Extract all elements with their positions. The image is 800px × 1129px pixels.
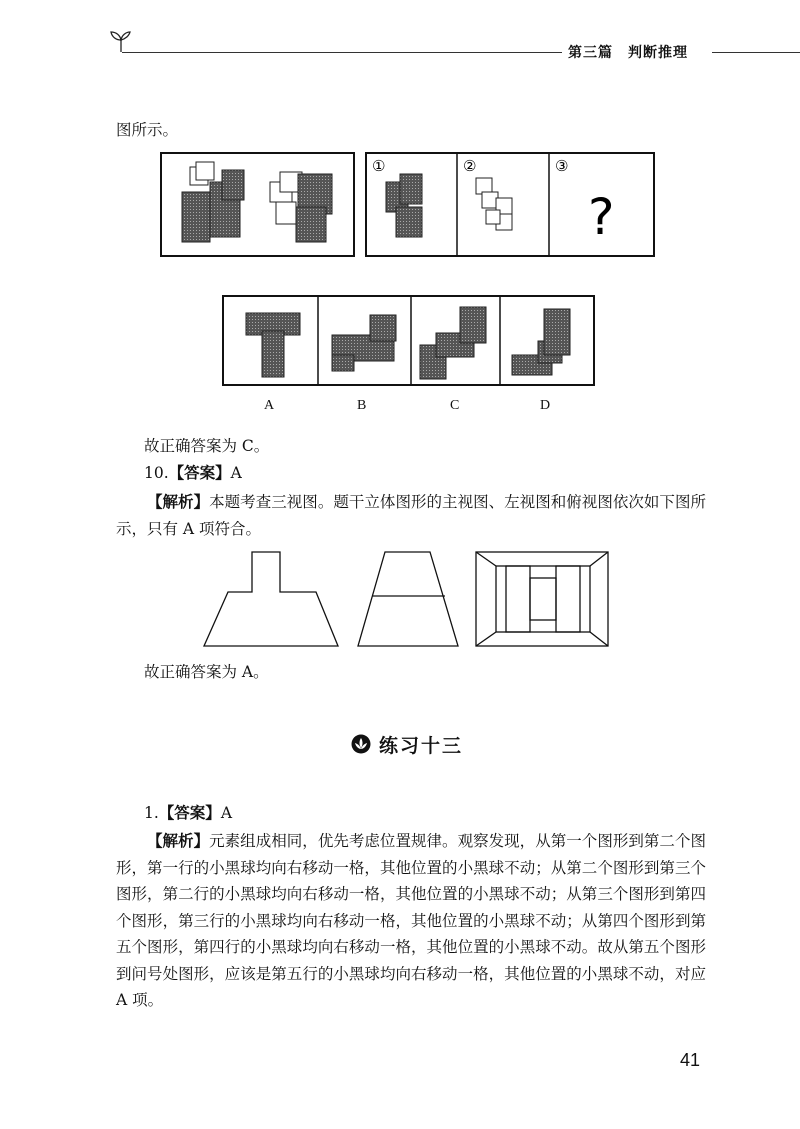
q10-analysis-text: 本题考查三视图。题干立体图形的主视图、左视图和俯视图依次如下图所示，只有 A 项符合。 <box>116 493 706 538</box>
marker-1: ① <box>372 157 386 175</box>
three-view-drawings <box>200 548 612 652</box>
q10-number: 10. <box>144 464 169 482</box>
header-rule-right <box>712 52 800 53</box>
ex1-analysis <box>116 828 706 1014</box>
continuation-text: 图所示。 <box>116 121 179 139</box>
cube-shape-2 <box>270 172 332 242</box>
header-title: 第三篇 判断推理 <box>568 45 688 61</box>
header-rule-left <box>122 52 562 53</box>
q10-answer-tag: 【答案】 <box>168 464 231 482</box>
ex1-answer: A <box>220 804 233 822</box>
question-mark: ? <box>588 188 615 246</box>
ex1-number: 1. <box>144 804 159 822</box>
ex1-analysis-tag: 【解析】 <box>147 832 210 850</box>
option-label-d: D <box>540 398 551 413</box>
q9-conclusion: 故正确答案为 C。 <box>144 437 270 455</box>
cube-shape-1 <box>182 162 244 242</box>
front-view <box>204 552 338 646</box>
option-label-c: C <box>450 398 460 413</box>
marker-3: ③ <box>555 157 569 175</box>
top-view <box>476 552 608 646</box>
lotus-icon <box>351 734 371 754</box>
option-b-shape <box>332 315 396 371</box>
cube-shape-3 <box>386 174 422 237</box>
option-label-b: B <box>357 398 367 413</box>
ex1-analysis-text: 元素组成相同，优先考虑位置规律。观察发现，从第一个图形到第二个图形，第一行的小黑球均向右移动一格，其他位置的小黑球不动；从第二个图形到第三个图形，第二行的小黑球均向右移动一格，其他位置的小黑球不动；从第三个图形到第四个图形，第三行的小黑球均向右移动一格，其他位置的小黑球不动；从第四个图形到第五个图形，第四行的小黑球均向右移动一格，其他位置的小黑球不动。故从第五个图形到问号处图形，应该是第五行的小黑球均向右移动一格，其他位置的小黑球不动，对应 A 项。 <box>116 832 706 1009</box>
figure-question-series <box>160 152 656 258</box>
page-number: 41 <box>680 1050 701 1070</box>
q10-answer-line <box>144 460 242 486</box>
option-label-a: A <box>264 398 275 413</box>
marker-2: ② <box>463 157 477 175</box>
figure-answer-options <box>222 295 596 387</box>
q10-answer: A <box>230 464 242 482</box>
sprout-icon <box>108 28 134 54</box>
section-title: 练习十三 <box>379 735 464 757</box>
option-c-shape <box>420 307 486 379</box>
ex1-answer-tag: 【答案】 <box>158 804 221 822</box>
side-view <box>358 552 458 646</box>
ex1-answer-line <box>144 800 232 826</box>
q10-analysis-tag: 【解析】 <box>147 493 210 511</box>
option-d-shape <box>512 309 570 375</box>
cube-shape-4 <box>476 178 512 230</box>
q10-conclusion: 故正确答案为 A。 <box>144 663 269 681</box>
q10-analysis <box>116 489 706 542</box>
option-a-shape <box>246 313 300 377</box>
